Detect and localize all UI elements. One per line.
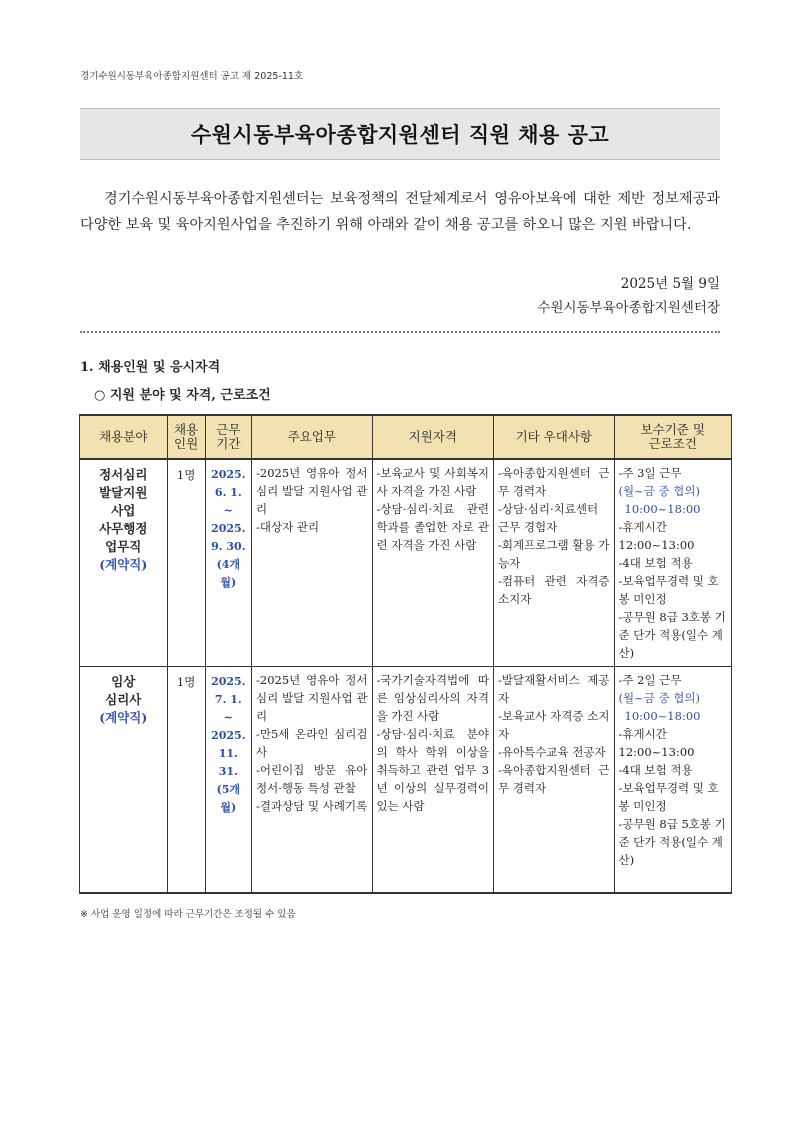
header-preference: 기타 우대사항 [494, 415, 615, 459]
cell-pay [614, 459, 731, 667]
period-end: 2025. 11. 31. [211, 729, 246, 778]
period-tilde: ~ [223, 711, 233, 724]
footnote: ※ 사업 운영 일정에 따라 근무기간은 조정될 수 있음 [80, 909, 296, 920]
header-field: 채용분야 [80, 415, 168, 459]
cell-count: 1명 [167, 667, 205, 893]
pay-days: -주 2일 근무 [618, 673, 682, 687]
cell-field [80, 667, 168, 893]
cell-preference: -발달재활서비스 제공자 -보육교사 자격증 소지자 -유아특수교육 전공자 -육아종합지원센터 근무 경력자 [494, 667, 615, 893]
header-count: 채용 인원 [167, 415, 205, 459]
header-pay: 보수기준 및 근로조건 [614, 415, 731, 459]
period-months: (4개월) [216, 558, 241, 589]
period-tilde: ~ [223, 504, 233, 517]
document-number: 경기수원시동부육아종합지원센터 공고 제 2025-11호 [80, 71, 304, 82]
table-row [80, 459, 732, 667]
pay-hours: 10:00~18:00 [624, 709, 701, 723]
cell-qualification: -보육교사 및 사회복지사 자격을 가진 사람 -상담·심리·치료 관련 학과를 졸업한 자로 관련 자격을 가진 사람 [372, 459, 494, 667]
period-end: 2025. 9. 30. [211, 522, 246, 553]
header-duties: 주요업무 [252, 415, 373, 459]
title-banner [80, 108, 720, 160]
period-months: (5개월) [216, 783, 241, 814]
pay-hours: 10:00~18:00 [624, 502, 701, 516]
subsection-heading: ○ 지원 분야 및 자격, 근로조건 [94, 388, 271, 403]
pay-days: -주 3일 근무 [618, 466, 682, 480]
cell-duties: -2025년 영유아 정서심리 발달 지원사업 관리 -만5세 온라인 심리검사 -어린이집 방문 유아 정서·행동 특성 관찰 -결과상담 및 사례기록 [252, 667, 373, 893]
cell-field [80, 459, 168, 667]
cell-duties: -2025년 영유아 정서심리 발달 지원사업 관리 -대상자 관리 [252, 459, 373, 667]
field-name: 임상 심리사 [105, 674, 142, 707]
cell-count: 1명 [167, 459, 205, 667]
pay-schedule: (월~금 중 협의) [618, 484, 700, 498]
field-name: 정서심리 발달지원 사업 사무행정 업무직 [99, 467, 148, 554]
cell-period [205, 667, 251, 893]
header-qualification: 지원자격 [372, 415, 494, 459]
period-start: 2025. 7. 1. [211, 675, 246, 706]
intro-paragraph: 경기수원시동부육아종합지원센터는 보육정책의 전달체계로서 영유아보육에 대한 제반 정보제공과 다양한 보육 및 육아지원사업을 추진하기 위해 아래와 같이 채용 공고를 하오니 많은 지원 바랍니다. [80, 191, 720, 233]
page-title: 수원시동부육아종합지원센터 직원 채용 공고 [190, 122, 610, 147]
signer: 수원시동부육아종합지원센터장 [537, 300, 720, 316]
announcement-date: 2025년 5월 9일 [620, 276, 720, 292]
pay-details: -휴게시간 12:00~13:00 -4대 보험 적용 -보육업무경력 및 호봉 미인정 -공무원 8급 5호봉 기준 단가 적용(일수 계산) [618, 727, 726, 867]
recruitment-table [79, 414, 732, 894]
dotted-divider [80, 331, 720, 333]
contract-type: (계약직) [99, 710, 148, 725]
cell-qualification: -국가기술자격법에 따른 임상심리사의 자격을 가진 사람 -상담·심리·치료 분야의 학사 학위 이상을 취득하고 관련 업무 3년 이상의 실무경력이 있는 사람 [372, 667, 494, 893]
cell-pay [614, 667, 731, 893]
cell-period [205, 459, 251, 667]
contract-type: (계약직) [99, 557, 148, 572]
header-period: 근무 기간 [205, 415, 251, 459]
cell-preference: -육아종합지원센터 근무 경력자 -상담·심리·치료센터 근무 경험자 -회계프로그램 활용 가능자 -컴퓨터 관련 자격증 소지자 [494, 459, 615, 667]
table-row [80, 667, 732, 893]
section-heading: 1. 채용인원 및 응시자격 [80, 360, 221, 375]
period-start: 2025. 6. 1. [211, 468, 246, 499]
pay-details: -휴게시간 12:00~13:00 -4대 보험 적용 -보육업무경력 및 호봉 미인정 -공무원 8급 3호봉 기준 단가 적용(일수 계산) [618, 520, 726, 660]
table-header-row [80, 415, 732, 459]
pay-schedule: (월~금 중 협의) [618, 691, 700, 705]
